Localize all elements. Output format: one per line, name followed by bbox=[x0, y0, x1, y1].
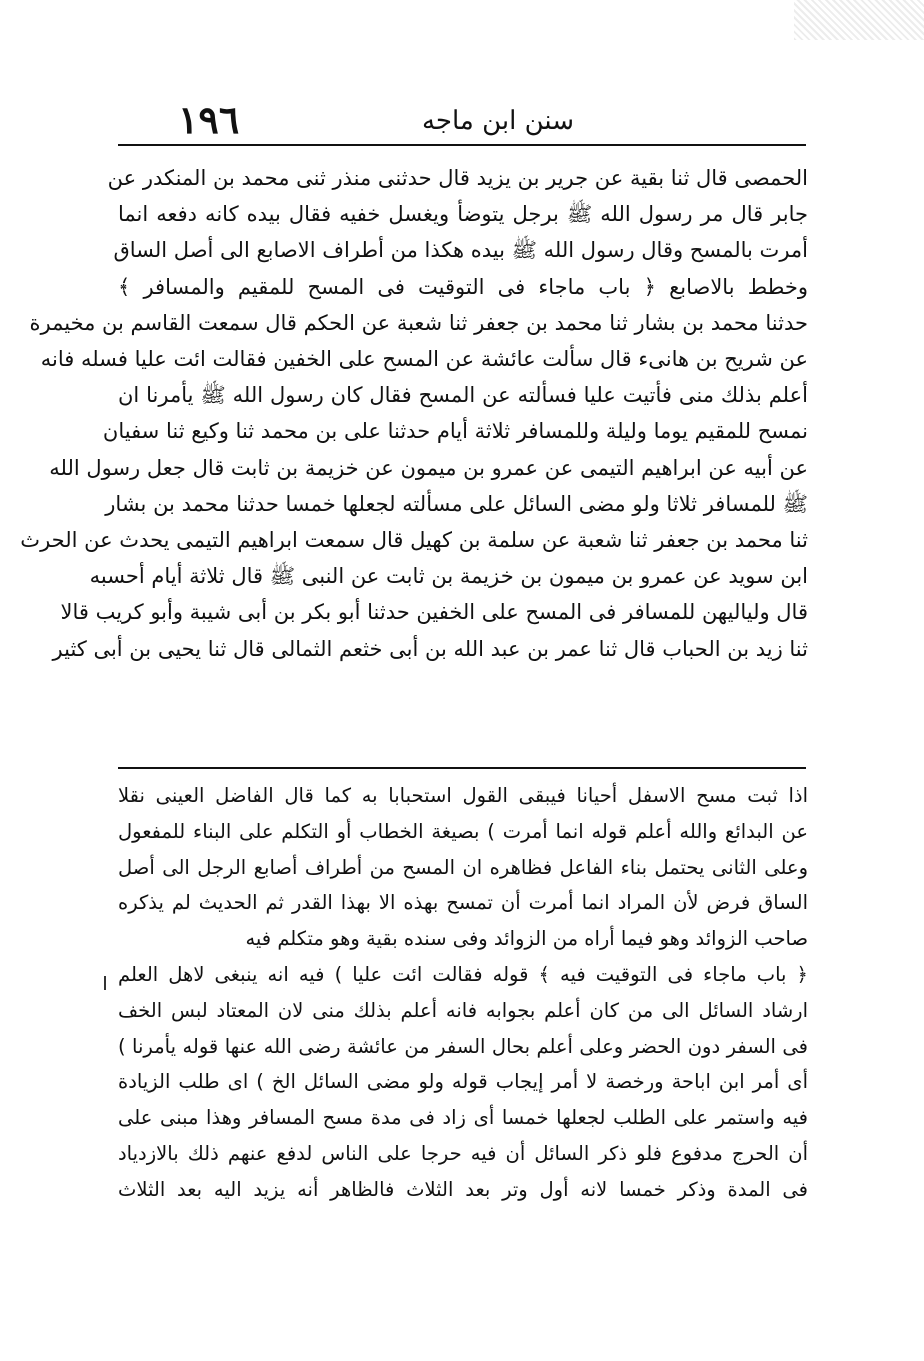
header-rule bbox=[118, 144, 806, 146]
main-text-line: ثنا زيد بن الحباب قال ثنا عمر بن عبد الله بن أبى خثعم الثمالى قال ثنا يحيى بن أبى كثير bbox=[52, 636, 808, 661]
commentary-line: ارشاد السائل الى من كان أعلم بجوابه فانه أعلم بذلك منى لان المعتاد لبس الخف bbox=[118, 998, 808, 1022]
main-text-line: نمسح للمقيم يوما وليلة وللمسافر ثلاثة أيام حدثنا على بن محمد ثنا وكيع ثنا سفيان bbox=[102, 419, 808, 444]
main-text-line: جابر قال مر رسول الله ﷺ برجل يتوضأ ويغسل خفيه فقال بيده كانه دفعه انما bbox=[118, 202, 808, 227]
main-text-line: ﷺ للمسافر ثلاثا ولو مضى السائل على مسألته لجعلها خمسا حدثنا محمد بن بشار bbox=[105, 491, 808, 516]
commentary-line: ﴿ باب ماجاء فى التوقيت فيه ﴾ قوله فقالت ائت عليا ) فيه انه ينبغى لاهل العلم bbox=[118, 962, 808, 986]
page-number: ١٩٦ bbox=[178, 97, 240, 142]
commentary-line: وعلى الثانى يحتمل بناء الفاعل فظاهره ان المسح من أطراف أصابع الرجل الى أصل bbox=[118, 855, 808, 879]
commentary-line: اذا ثبت مسح الاسفل أحيانا فيبقى القول استحبابا به كما قال الفاضل العينى نقلا bbox=[118, 784, 808, 807]
main-text-line: ابن سويد عن عمرو بن ميمون بن خزيمة بن ثابت عن النبى ﷺ قال ثلاثة أيام أحسبه bbox=[89, 564, 808, 589]
main-text-line: قال ولياليهن للمسافر فى المسح على الخفين حدثنا أبو بكر بن أبى شيبة وأبو كريب قالا bbox=[60, 600, 808, 625]
main-text-block bbox=[20, 160, 808, 667]
main-text-line: حدثنا محمد بن بشار ثنا محمد بن جعفر ثنا شعبة عن الحكم قال سمعت القاسم بن مخيمرة bbox=[29, 310, 808, 335]
commentary-line: فيه واستمر على الطلب لجعلها خمسا أى زاد فى مدة مسح المسافر وهذا مبنى على bbox=[118, 1106, 808, 1130]
main-text-line: عن شريح بن هانىء قال سألت عائشة عن المسح على الخفين فقالت ائت عليا فسله فانه bbox=[40, 347, 808, 372]
main-text-line: عن أبيه عن ابراهيم التيمى عن عمرو بن ميمون عن خزيمة بن ثابت قال جعل رسول الله bbox=[49, 455, 808, 480]
chapter-heading-line: وخطط بالاصابع ﴿ باب ماجاء فى التوقيت فى المسح للمقيم والمسافر ﴾ bbox=[118, 274, 808, 299]
commentary-line: فى المدة وذكر خمسا لانه أول وتر بعد الثلاث فالظاهر أنه يزيد اليه بعد الثلاث bbox=[118, 1177, 808, 1201]
running-title: سنن ابن ماجه bbox=[421, 106, 575, 136]
commentary-line: فى السفر دون الحضر وعلى أعلم بحال السفر من عائشة رضى الله عنها قوله يأمرنا ) bbox=[118, 1034, 808, 1058]
commentary-line: أى أمر ابن اباحة ورخصة لا أمر إيجاب قوله ولو مضى السائل الخ ) اى طلب الزيادة bbox=[118, 1070, 808, 1094]
margin-mark bbox=[104, 976, 106, 990]
commentary-line: الساق فرض لأن المراد انما أمرت أن تمسح بهذه الا بهذا القدر ثم الحديث لم يذكره bbox=[118, 891, 808, 915]
commentary-line: عن البدائع والله أعلم قوله انما أمرت ) بصيغة الخطاب أو التكلم على البناء للمفعول bbox=[118, 819, 808, 843]
main-text-line: أعلم بذلك منى فأتيت عليا فسألته عن المسح فقال كان رسول الله ﷺ يأمرنا ان bbox=[118, 383, 808, 408]
main-text-line: ثنا محمد بن جعفر ثنا شعبة عن سلمة بن كهيل قال سمعت ابراهيم التيمى يحدث عن الحرث bbox=[20, 528, 808, 553]
commentary-line: صاحب الزوائد وهو فيما أراه من الزوائد وفى سنده بقية وهو متكلم فيه bbox=[245, 927, 808, 951]
main-text-line: أمرت بالمسح وقال رسول الله ﷺ بيده هكذا من أطراف الاصابع الى أصل الساق bbox=[113, 238, 808, 263]
commentary-line: أن الحرج مدفوع فلو ذكر السائل أن فيه حرجا على الناس لدفع عنهم ذلك بالازدياد bbox=[118, 1141, 808, 1165]
footnote-separator-rule bbox=[118, 767, 806, 769]
main-text-line: الحمصى قال ثنا بقية عن جرير بن يزيد قال حدثنى منذر ثنى محمد بن المنكدر عن bbox=[107, 166, 808, 190]
page-header bbox=[118, 97, 806, 142]
commentary-block bbox=[118, 778, 808, 1208]
scan-speckle-area bbox=[794, 0, 924, 40]
